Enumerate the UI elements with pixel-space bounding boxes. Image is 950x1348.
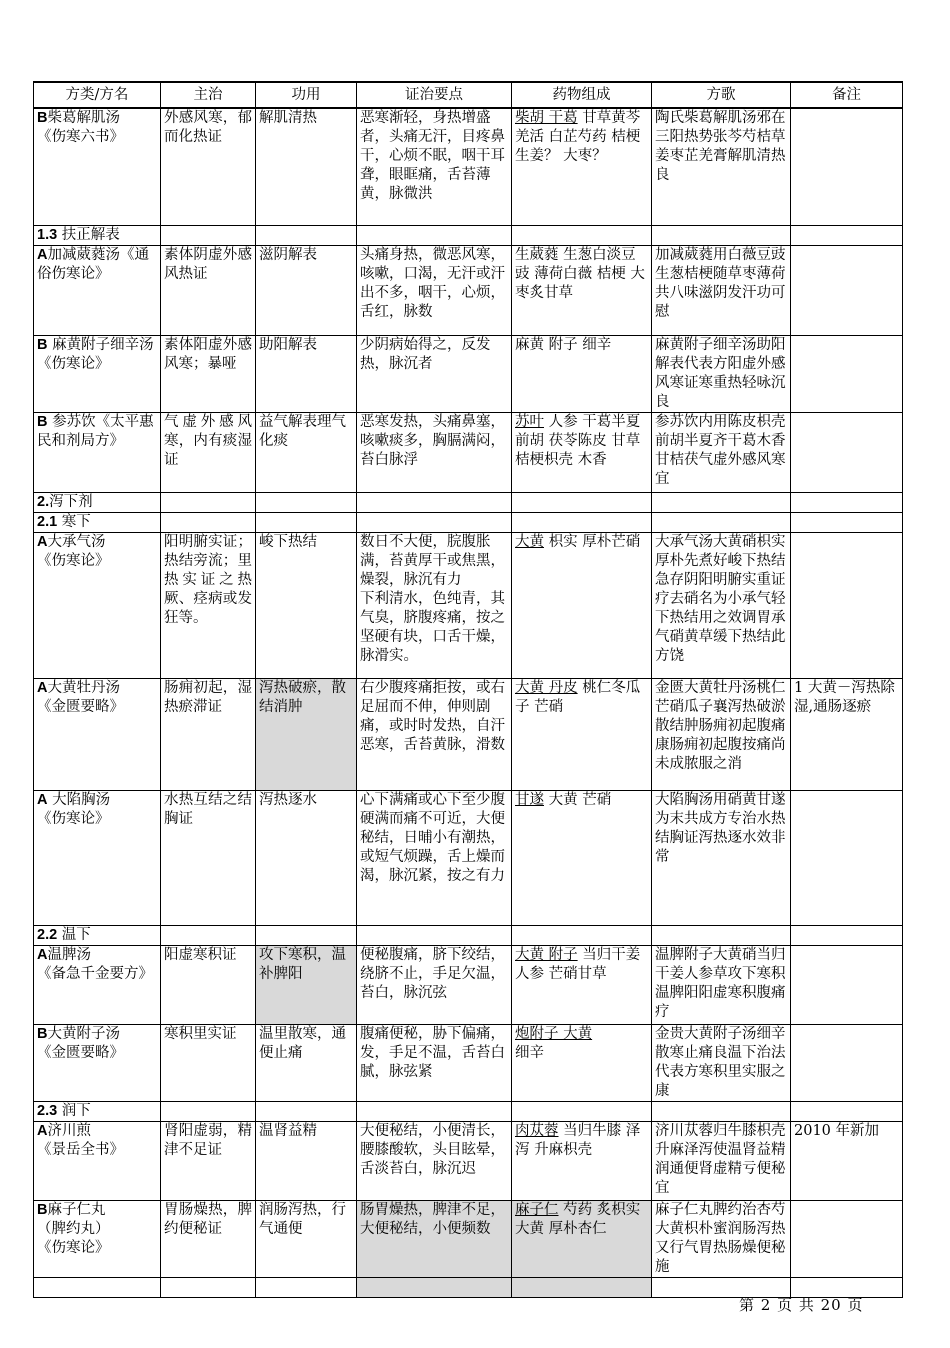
song-text: 加减葳蕤用白薇豆豉生葱桔梗随草枣薄荷共八味滋阴发汗功可慰 bbox=[655, 246, 786, 320]
formula-grade: B bbox=[37, 413, 48, 430]
indication-cell bbox=[161, 532, 256, 678]
empty-cell bbox=[791, 512, 903, 532]
formula-name: 大承气汤 《伤寒论》 bbox=[37, 533, 110, 569]
page-number: 第 2 页 共 20 页 bbox=[739, 1296, 864, 1314]
table-header-row bbox=[34, 82, 903, 108]
herbs-main: 苏叶 bbox=[515, 413, 544, 430]
empty-cell bbox=[161, 925, 256, 945]
formula-row bbox=[34, 108, 903, 225]
indication-cell bbox=[161, 790, 256, 925]
song-text: 温脾附子大黄硝当归干姜人参草攻下寒积温脾阳阳虚寒积腹痛疗 bbox=[655, 946, 786, 1020]
empty-cell bbox=[791, 1101, 903, 1121]
formula-grade: B bbox=[37, 336, 48, 353]
note-cell bbox=[791, 1121, 903, 1200]
formula-grade: A bbox=[37, 533, 48, 550]
function-cell bbox=[256, 945, 357, 1024]
section-number: 2.1 bbox=[37, 513, 58, 530]
herbs-main: 麻子仁 bbox=[515, 1201, 559, 1218]
formula-name: 温脾汤 《备急千金要方》 bbox=[37, 946, 153, 982]
function-cell bbox=[256, 790, 357, 925]
formula-row bbox=[34, 412, 903, 492]
section-number: 1.3 bbox=[37, 226, 58, 243]
indication-cell bbox=[161, 945, 256, 1024]
key-points-text: 大便秘结，小便清长，腰膝酸软，头目眩晕，舌淡苔白，脉沉迟 bbox=[360, 1122, 505, 1177]
key-points-cell bbox=[357, 678, 512, 790]
formula-row bbox=[34, 532, 903, 678]
empty-cell bbox=[256, 1101, 357, 1121]
song-text: 麻黄附子细辛汤助阳解表代表方阳虚外感风寒证寒重热轻咏沉良 bbox=[655, 336, 786, 410]
function-cell bbox=[256, 1200, 357, 1277]
song-cell bbox=[652, 678, 791, 790]
song-cell bbox=[652, 1200, 791, 1277]
empty-cell bbox=[357, 512, 512, 532]
herbs-rest: 麻黄 附子 细辛 bbox=[515, 336, 612, 353]
empty-cell bbox=[652, 225, 791, 245]
indication-cell bbox=[161, 412, 256, 492]
key-points-cell bbox=[357, 790, 512, 925]
note-cell bbox=[791, 335, 903, 412]
empty-cell bbox=[357, 492, 512, 512]
function-text: 泻热破瘀，散结消肿 bbox=[259, 679, 346, 715]
empty-cell bbox=[256, 225, 357, 245]
function-text: 益气解表理气化痰 bbox=[259, 413, 346, 449]
indication-text: 阳虚寒积证 bbox=[164, 946, 237, 963]
indication-text: 肠痈初起，湿热瘀滞证 bbox=[164, 679, 252, 715]
formula-grade: A bbox=[37, 946, 48, 963]
herbs-main: 大黄 bbox=[515, 533, 544, 550]
function-text: 解肌清热 bbox=[259, 110, 317, 126]
section-number: 2.2 bbox=[37, 926, 58, 943]
formula-row bbox=[34, 678, 903, 790]
key-points-text: 恶寒渐轻，身热增盛者，头痛无汗，目疼鼻干，心烦不眠，咽干耳聋，眼眶痛，舌苔薄黄，脉微洪 bbox=[360, 110, 505, 202]
header-cell-herbs: 药物组成 bbox=[512, 82, 652, 108]
note-cell bbox=[791, 1024, 903, 1101]
empty-cell bbox=[512, 512, 652, 532]
empty-cell bbox=[791, 925, 903, 945]
key-points-text: 恶寒发热，头痛鼻塞，咳嗽痰多，胸膈满闷，苔白脉浮 bbox=[360, 413, 505, 468]
indication-cell bbox=[161, 678, 256, 790]
note-cell bbox=[791, 945, 903, 1024]
indication-text: 肾阳虚弱，精津不足证 bbox=[164, 1122, 252, 1158]
key-points-text: 数日不大便，脘腹胀满，苔黄厚干或焦黑，燥裂，脉沉有力 下利清水，色纯青，其气臭，脐腹疼痛，按之坚硬有块，口舌干燥，脉滑实。 bbox=[360, 533, 505, 664]
function-text: 温里散寒，通便止痛 bbox=[259, 1025, 346, 1061]
formula-grade: B bbox=[37, 1025, 48, 1042]
herbs-main: 甘遂 bbox=[515, 791, 544, 808]
section-title: 扶正解表 bbox=[57, 226, 120, 243]
indication-cell bbox=[161, 335, 256, 412]
herbs-rest: 芍药 炙枳实 大黄 厚朴杏仁 bbox=[515, 1201, 641, 1237]
song-text: 金匮大黄牡丹汤桃仁芒硝瓜子襄泻热破淤散结肿肠痈初起腹痛康肠痈初起腹按痛尚未成脓服之消 bbox=[655, 679, 786, 772]
formula-name-cell bbox=[34, 245, 161, 335]
section-row bbox=[34, 925, 903, 945]
note-cell bbox=[791, 245, 903, 335]
key-points-text: 腹痛便秘，胁下偏痛，发，手足不温，舌苔白腻，脉弦紧 bbox=[360, 1025, 505, 1080]
formula-name-cell bbox=[34, 335, 161, 412]
herbs-cell bbox=[512, 108, 652, 225]
song-text: 金贵大黄附子汤细辛散寒止痛良温下治法代表方寒积里实服之康 bbox=[655, 1025, 786, 1099]
formula-name: 柴葛解肌汤 《伤寒六书》 bbox=[37, 110, 124, 145]
note-cell bbox=[791, 532, 903, 678]
empty-cell bbox=[512, 1277, 652, 1297]
section-title-cell bbox=[34, 1101, 161, 1121]
key-points-cell bbox=[357, 945, 512, 1024]
function-text: 助阳解表 bbox=[259, 336, 317, 353]
formula-name-cell bbox=[34, 790, 161, 925]
key-points-cell bbox=[357, 532, 512, 678]
formula-grade: A bbox=[37, 679, 48, 696]
herbs-rest: 当归牛膝 泽泻 升麻枳壳 bbox=[515, 1122, 641, 1158]
function-cell bbox=[256, 335, 357, 412]
indication-text: 水热互结之结胸证 bbox=[164, 791, 252, 827]
herbs-cell bbox=[512, 245, 652, 335]
song-cell bbox=[652, 108, 791, 225]
herbs-cell bbox=[512, 790, 652, 925]
function-text: 峻下热结 bbox=[259, 533, 317, 550]
empty-cell bbox=[161, 1277, 256, 1297]
empty-cell bbox=[652, 492, 791, 512]
indication-cell bbox=[161, 245, 256, 335]
function-text: 滋阴解表 bbox=[259, 246, 317, 263]
function-text: 泻热逐水 bbox=[259, 791, 317, 808]
formula-row bbox=[34, 1200, 903, 1277]
empty-cell bbox=[512, 1101, 652, 1121]
formula-name-cell bbox=[34, 1024, 161, 1101]
empty-cell bbox=[34, 1277, 161, 1297]
indication-cell bbox=[161, 1121, 256, 1200]
section-title: 泻下剂 bbox=[49, 493, 93, 510]
formula-name: 大陷胸汤 《伤寒论》 bbox=[37, 791, 111, 827]
formula-name: 麻黄附子细辛汤 《伤寒论》 bbox=[37, 336, 154, 372]
herbs-rest: 枳实 厚朴芒硝 bbox=[544, 533, 641, 550]
empty-cell bbox=[652, 925, 791, 945]
formula-grade: A bbox=[37, 791, 48, 808]
key-points-cell bbox=[357, 412, 512, 492]
section-title: 润下 bbox=[57, 1102, 91, 1119]
key-points-cell bbox=[357, 108, 512, 225]
function-text: 温肾益精 bbox=[259, 1122, 317, 1139]
indication-text: 外感风寒，郁而化热证 bbox=[164, 110, 252, 145]
herbs-cell bbox=[512, 945, 652, 1024]
empty-cell bbox=[652, 512, 791, 532]
formula-name-cell bbox=[34, 1200, 161, 1277]
formula-name-cell bbox=[34, 678, 161, 790]
key-points-cell bbox=[357, 245, 512, 335]
note-cell bbox=[791, 108, 903, 225]
empty-cell bbox=[512, 225, 652, 245]
function-cell bbox=[256, 532, 357, 678]
empty-cell bbox=[161, 225, 256, 245]
song-text: 济川苁蓉归牛膝枳壳升麻泽泻使温肾益精润通便肾虚精亏便秘宜 bbox=[655, 1122, 786, 1196]
herbs-main: 肉苁蓉 bbox=[515, 1122, 559, 1139]
empty-cell bbox=[357, 1101, 512, 1121]
empty-cell bbox=[512, 925, 652, 945]
herbs-main: 大黄 附子 bbox=[515, 946, 578, 963]
herbs-cell bbox=[512, 1121, 652, 1200]
song-cell bbox=[652, 1121, 791, 1200]
song-cell bbox=[652, 945, 791, 1024]
function-cell bbox=[256, 412, 357, 492]
note-cell bbox=[791, 678, 903, 790]
formula-row bbox=[34, 945, 903, 1024]
note-cell bbox=[791, 790, 903, 925]
song-text: 麻子仁丸脾约治杏芍大黄枳朴蜜润肠泻热又行气胃热肠燥便秘施 bbox=[655, 1201, 786, 1275]
empty-cell bbox=[161, 512, 256, 532]
header-cell-song: 方歌 bbox=[652, 82, 791, 108]
song-cell bbox=[652, 412, 791, 492]
indication-text: 素体阴虚外感风热证 bbox=[164, 246, 252, 282]
indication-cell bbox=[161, 1024, 256, 1101]
indication-text: 素体阳虚外感风寒；暴哑 bbox=[164, 336, 252, 372]
song-cell bbox=[652, 532, 791, 678]
song-cell bbox=[652, 335, 791, 412]
function-text: 润肠泻热，行气通便 bbox=[259, 1201, 346, 1237]
empty-cell bbox=[161, 492, 256, 512]
empty-cell bbox=[791, 492, 903, 512]
song-text: 大承气汤大黄硝枳实厚朴先煮好峻下热结急存阴阳明腑实重证疗去硝名为小承气轻下热结用之效调胃承气硝黄草缓下热结此方饶 bbox=[655, 533, 786, 664]
formula-grade: B bbox=[37, 110, 48, 126]
herbs-cell bbox=[512, 1200, 652, 1277]
herbs-cell bbox=[512, 335, 652, 412]
header-cell-indication: 主治 bbox=[161, 82, 256, 108]
indication-cell bbox=[161, 1200, 256, 1277]
song-text: 参苏饮内用陈皮枳壳前胡半夏齐干葛木香甘桔茯气虚外感风寒宜 bbox=[655, 413, 786, 487]
function-text: 攻下寒积，温补脾阳 bbox=[259, 946, 346, 982]
section-row bbox=[34, 492, 903, 512]
key-points-cell bbox=[357, 1121, 512, 1200]
key-points-text: 便秘腹痛，脐下绞结，绕脐不止，手足欠温，苔白，脉沉弦 bbox=[360, 946, 505, 1001]
formula-name: 大黄附子汤 《金匮要略》 bbox=[37, 1025, 124, 1061]
empty-cell bbox=[256, 492, 357, 512]
note-text: 1 大黄－泻热除湿,通肠逐瘀 bbox=[794, 679, 895, 715]
note-cell bbox=[791, 1200, 903, 1277]
function-cell bbox=[256, 245, 357, 335]
indication-text: 阳明腑实证；热结旁流；里热实证之热厥、痉病或发狂等。 bbox=[164, 533, 252, 626]
formula-row bbox=[34, 335, 903, 412]
formula-grade: B bbox=[37, 1201, 48, 1218]
formula-row bbox=[34, 245, 903, 335]
song-cell bbox=[652, 245, 791, 335]
empty-cell bbox=[512, 492, 652, 512]
function-cell bbox=[256, 1024, 357, 1101]
section-title-cell bbox=[34, 925, 161, 945]
key-points-cell bbox=[357, 1024, 512, 1101]
key-points-text: 右少腹疼痛拒按，或右足屈而不伸，伸则剧痛，或时时发热，自汗恶寒，舌苔黄脉，滑数 bbox=[360, 679, 505, 753]
formula-name-cell bbox=[34, 532, 161, 678]
herbs-main: 柴胡 干葛 bbox=[515, 110, 578, 126]
function-cell bbox=[256, 108, 357, 225]
formula-name: 大黄牡丹汤 《金匮要略》 bbox=[37, 679, 124, 715]
herbs-rest: 生葳蕤 生葱白淡豆豉 薄荷白薇 桔梗 大枣炙甘草 bbox=[515, 246, 645, 301]
herbs-cell bbox=[512, 1024, 652, 1101]
formula-name: 加减葳蕤汤《通俗伤寒论》 bbox=[37, 246, 149, 282]
key-points-text: 头痛身热，微恶风寒，咳嗽，口渴，无汗或汗出不多，咽干，心烦，舌红，脉数 bbox=[360, 246, 505, 320]
section-row bbox=[34, 225, 903, 245]
formula-grade: A bbox=[37, 1122, 48, 1139]
section-row bbox=[34, 1101, 903, 1121]
note-cell bbox=[791, 412, 903, 492]
formula-table bbox=[33, 81, 903, 1298]
header-cell-function: 功用 bbox=[256, 82, 357, 108]
song-text: 大陷胸汤用硝黄甘遂为末共成方专治水热结胸证泻热逐水效非常 bbox=[655, 791, 786, 865]
key-points-text: 少阴病始得之，反发热，脉沉者 bbox=[360, 336, 491, 372]
formula-name-cell bbox=[34, 1121, 161, 1200]
note-text: 2010 年新加 bbox=[794, 1122, 880, 1139]
formula-name: 麻子仁丸 （脾约丸） 《伤寒论》 bbox=[37, 1201, 110, 1256]
herbs-rest: 细辛 bbox=[515, 1044, 544, 1061]
key-points-text: 心下满痛或心下至少腹硬满而痛不可近，大便秘结，日晡小有潮热，或短气烦躁，舌上燥而渴，脉沉紧，按之有力 bbox=[360, 791, 505, 884]
section-title-cell bbox=[34, 225, 161, 245]
header-cell-formula-name: 方类/方名 bbox=[34, 82, 161, 108]
empty-cell bbox=[256, 925, 357, 945]
empty-cell bbox=[652, 1101, 791, 1121]
empty-cell bbox=[161, 1101, 256, 1121]
formula-name: 济川煎 《景岳全书》 bbox=[37, 1122, 124, 1158]
section-row bbox=[34, 512, 903, 532]
song-cell bbox=[652, 1024, 791, 1101]
indication-text: 气虚外感风寒，内有痰湿证 bbox=[164, 413, 252, 468]
section-title: 寒下 bbox=[57, 513, 91, 530]
section-title-cell bbox=[34, 492, 161, 512]
herbs-main: 大黄 丹皮 bbox=[515, 679, 578, 696]
section-number: 2. bbox=[37, 493, 50, 510]
header-cell-note: 备注 bbox=[791, 82, 903, 108]
formula-row bbox=[34, 790, 903, 925]
herbs-cell bbox=[512, 532, 652, 678]
section-title-cell bbox=[34, 512, 161, 532]
key-points-cell bbox=[357, 1200, 512, 1277]
key-points-cell bbox=[357, 335, 512, 412]
empty-cell bbox=[256, 1277, 357, 1297]
herbs-main: 炮附子 大黄 bbox=[515, 1025, 593, 1042]
formula-name-cell bbox=[34, 412, 161, 492]
herbs-rest: 甘草黄芩 羌活 白芷芍药 桔梗 生姜？ 大枣？ bbox=[515, 110, 641, 164]
song-cell bbox=[652, 790, 791, 925]
formula-name-cell bbox=[34, 108, 161, 225]
herbs-rest: 桃仁冬瓜子 芒硝 bbox=[515, 679, 641, 715]
empty-cell bbox=[357, 225, 512, 245]
section-number: 2.3 bbox=[37, 1102, 58, 1119]
function-cell bbox=[256, 1121, 357, 1200]
herbs-cell bbox=[512, 678, 652, 790]
formula-row bbox=[34, 1121, 903, 1200]
formula-name-cell bbox=[34, 945, 161, 1024]
formula-row bbox=[34, 1024, 903, 1101]
herbs-rest: 大黄 芒硝 bbox=[544, 791, 612, 808]
section-title: 温下 bbox=[57, 926, 91, 943]
header-cell-key-points: 证治要点 bbox=[357, 82, 512, 108]
function-cell bbox=[256, 678, 357, 790]
empty-cell bbox=[357, 925, 512, 945]
indication-text: 寒积里实证 bbox=[164, 1025, 237, 1042]
formula-name: 参苏饮《太平惠民和剂局方》 bbox=[37, 413, 154, 449]
herbs-rest: 人参 干葛半夏 前胡 茯苓陈皮 甘草 桔梗枳壳 木香 bbox=[515, 413, 641, 468]
empty-cell bbox=[256, 512, 357, 532]
song-text: 陶氏柴葛解肌汤邪在三阳热势张芩芍桔草姜枣芷羌膏解肌清热良 bbox=[655, 110, 786, 183]
empty-cell bbox=[357, 1277, 512, 1297]
key-points-text: 肠胃燥热，脾津不足，大便秘结，小便频数 bbox=[360, 1201, 505, 1237]
empty-cell bbox=[791, 225, 903, 245]
herbs-rest: 当归干姜 人参 芒硝甘草 bbox=[515, 946, 641, 982]
formula-grade: A bbox=[37, 246, 48, 263]
herbs-cell bbox=[512, 412, 652, 492]
indication-cell bbox=[161, 108, 256, 225]
indication-text: 胃肠燥热，脾约便秘证 bbox=[164, 1201, 252, 1237]
